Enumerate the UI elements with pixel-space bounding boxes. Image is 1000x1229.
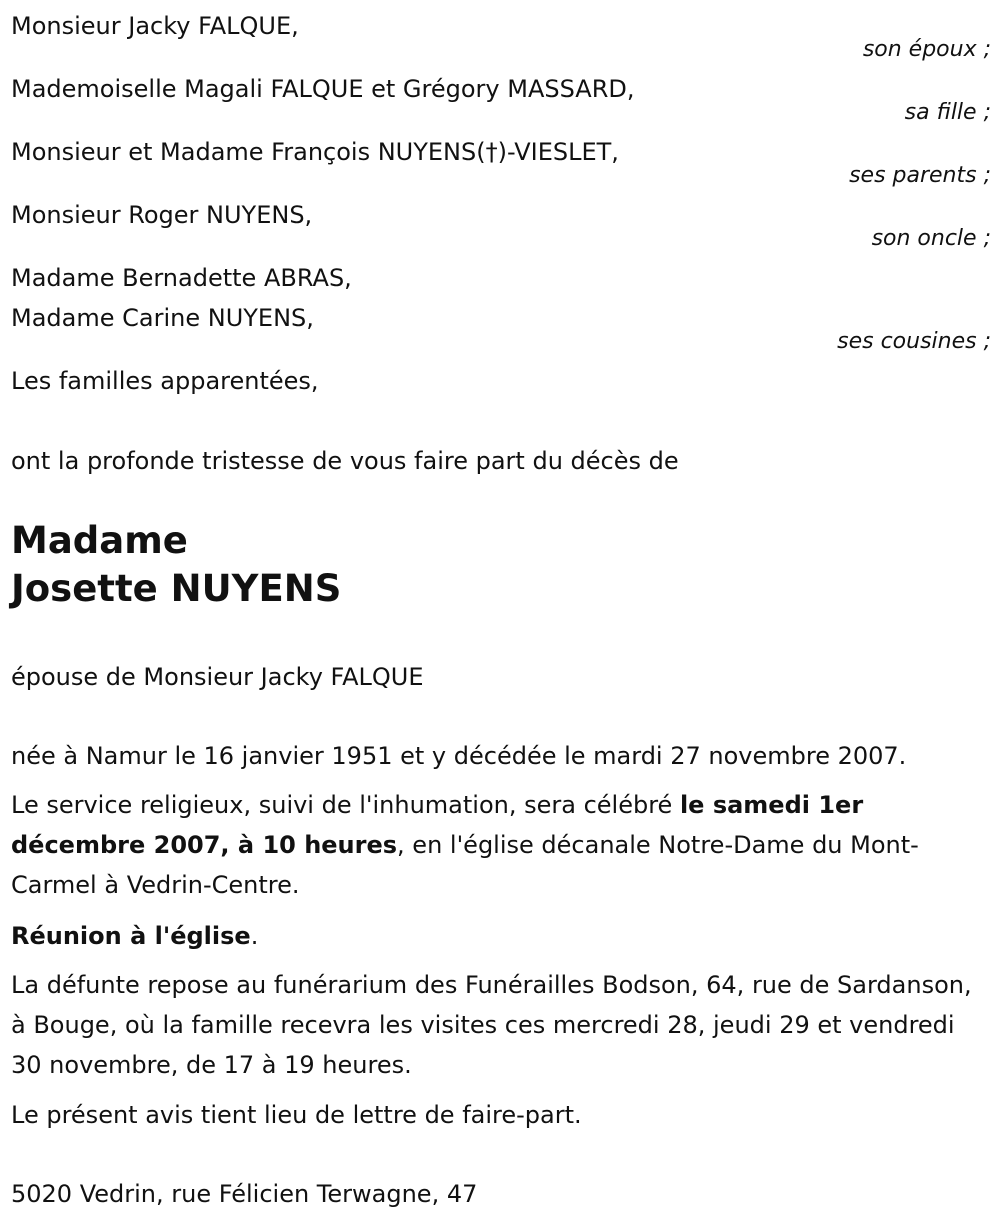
- family-name-line: Madame Carine NUYENS,: [11, 304, 314, 332]
- reunion-line: [11, 916, 986, 956]
- family-relation: son oncle ;: [871, 226, 991, 251]
- family-name-line: Mademoiselle Magali FALQUE et Grégory MASSARD,: [11, 75, 635, 103]
- family-relation: sa fille ;: [904, 100, 991, 125]
- address-line: 5020 Vedrin, rue Félicien Terwagne, 47: [11, 1180, 478, 1208]
- family-name-line: Monsieur Jacky FALQUE,: [11, 12, 299, 40]
- family-relation: ses parents ;: [849, 163, 991, 188]
- service-outro: , en l'église décanale Notre-Dame du Mont-Carmel à Vedrin-Centre.: [11, 831, 919, 899]
- reunion-label: Réunion à l'église: [11, 922, 251, 950]
- service-paragraph: [11, 785, 986, 905]
- family-name-line: Monsieur et Madame François NUYENS(†)-VIESLET,: [11, 138, 619, 166]
- deceased-name: Josette NUYENS: [11, 567, 342, 610]
- deceased-title: Madame: [11, 519, 188, 562]
- announcement: ont la profonde tristesse de vous faire part du décès de: [11, 447, 679, 475]
- notice-line: Le présent avis tient lieu de lettre de faire-part.: [11, 1101, 582, 1129]
- families-line: Les familles apparentées,: [11, 367, 319, 395]
- family-name-line: Madame Bernadette ABRAS,: [11, 264, 352, 292]
- birth-death-line: née à Namur le 16 janvier 1951 et y décédée le mardi 27 novembre 2007.: [11, 742, 907, 770]
- spouse-line: épouse de Monsieur Jacky FALQUE: [11, 663, 424, 691]
- family-relation: ses cousines ;: [837, 329, 991, 354]
- service-intro: Le service religieux, suivi de l'inhumation, sera célébré: [11, 791, 680, 819]
- family-relation: son époux ;: [862, 37, 991, 62]
- repose-paragraph: La défunte repose au funérarium des Funérailles Bodson, 64, rue de Sardanson, à Bouge, où la famille recevra les visites ces mercredi 28, jeudi 29 et vendredi 30 novembre, de 17 à 19 heures.: [11, 971, 972, 1079]
- family-name-line: Monsieur Roger NUYENS,: [11, 201, 313, 229]
- reunion-end: .: [250, 922, 259, 950]
- service-datetime: le samedi 1er décembre 2007, à 10 heures: [11, 791, 864, 859]
